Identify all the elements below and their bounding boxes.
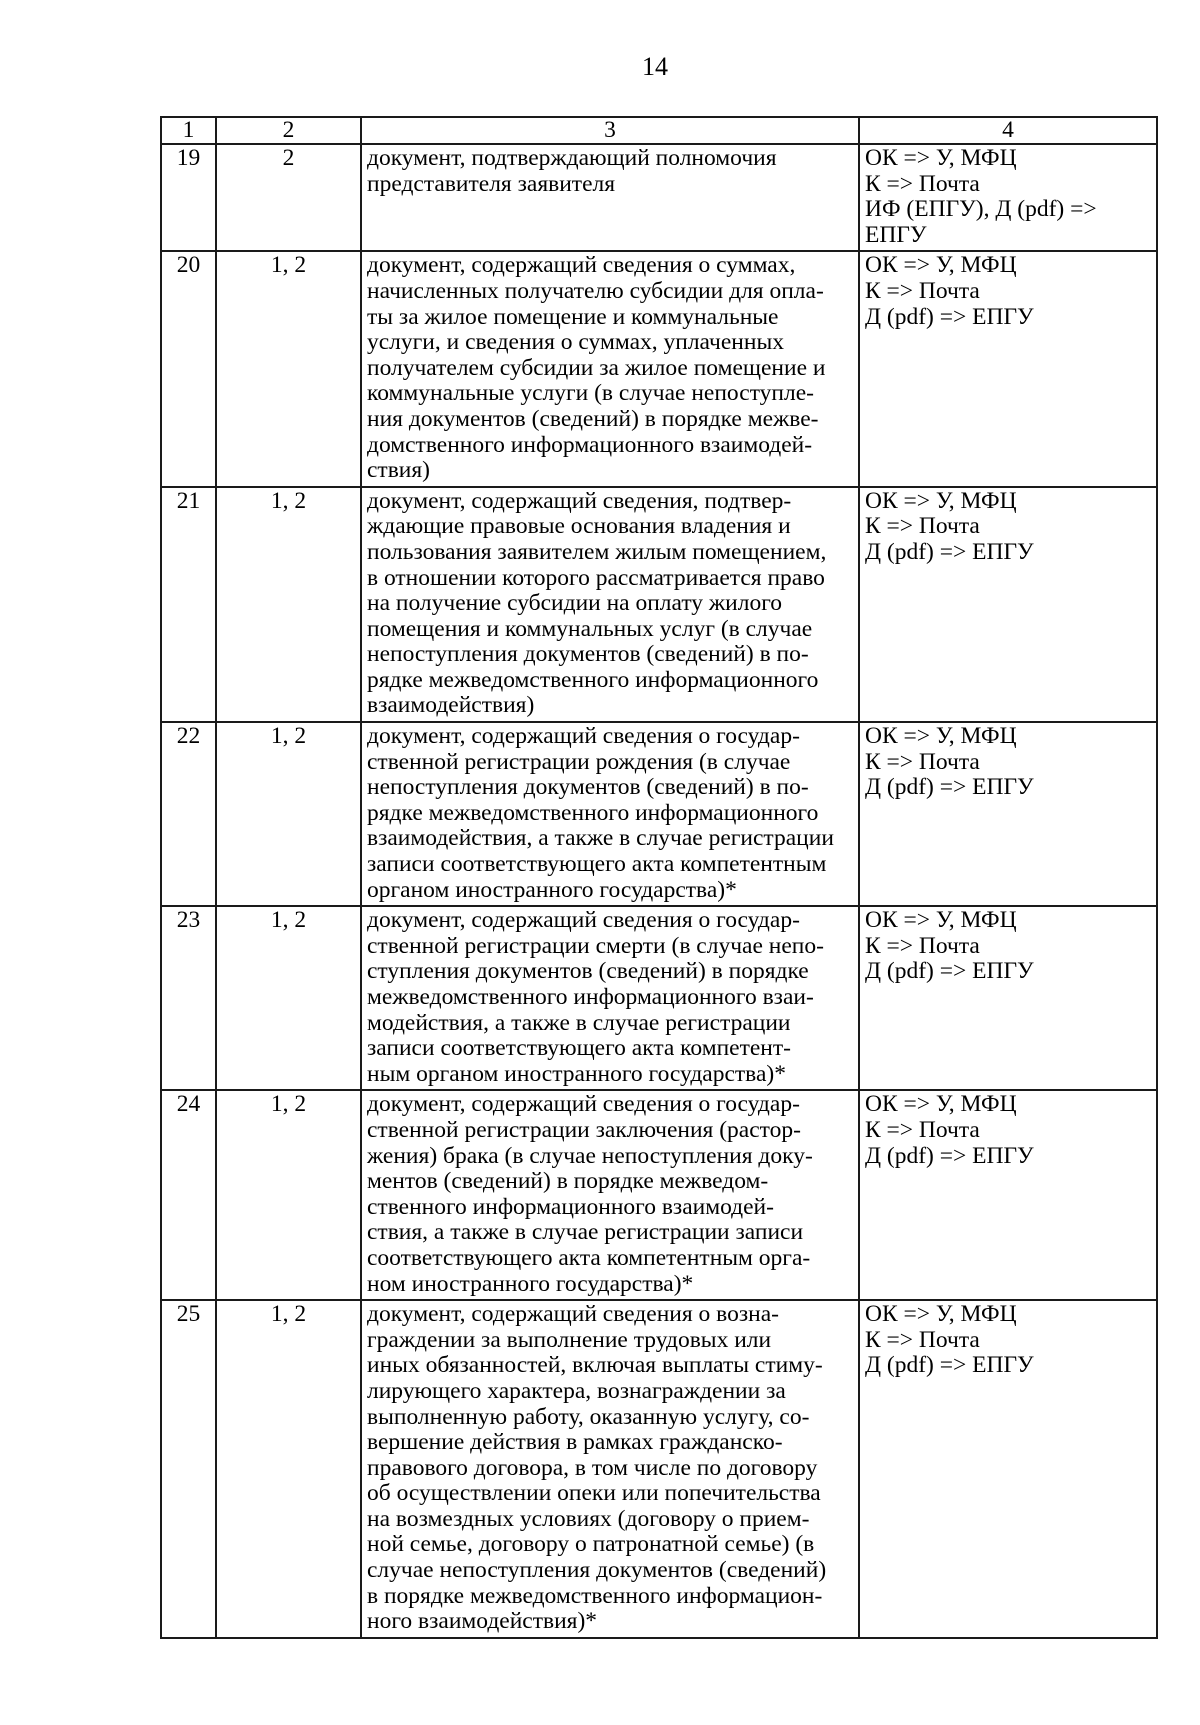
document-description-cell: документ, содержащий сведения о государ- ственной регистрации заключения (растор- жения) брака (в случае непоступления доку- ментов (сведений) в порядке межведом- ственного информационного взаимодей- ствия, а также в случае регистрации записи соответствующего акта компетентным орга- ном иностранного государства)* <box>361 1090 859 1300</box>
header-cell-2: 2 <box>216 117 361 144</box>
applicant-category-cell: 1, 2 <box>216 1300 361 1638</box>
applicant-category-cell: 1, 2 <box>216 906 361 1090</box>
table-row <box>161 906 1157 1090</box>
row-number-cell: 20 <box>161 251 216 486</box>
applicant-category-cell: 1, 2 <box>216 487 361 722</box>
table-row <box>161 722 1157 906</box>
row-number-cell: 21 <box>161 487 216 722</box>
submission-method-line: Д (pdf) => ЕПГУ <box>865 303 1034 330</box>
table-header-row <box>161 117 1157 144</box>
submission-method-cell <box>859 487 1157 722</box>
header-cell-4: 4 <box>859 117 1157 144</box>
document-description-cell: документ, содержащий сведения о суммах, начисленных получателю субсидии для опла- ты за жилое помещение и коммунальные услуги, и сведения о суммах, уплаченных получателем субсидии за жилое помещение и коммунальные услуги (в случае непоступле- ния документов (сведений) в порядке межве- домственного информационного взаимодей- ствия) <box>361 251 859 486</box>
submission-method-line: ОК => У, МФЦ <box>865 252 1017 279</box>
table-row <box>161 487 1157 722</box>
submission-method-cell <box>859 1090 1157 1300</box>
submission-method-line: К => Почта <box>865 748 980 775</box>
submission-method-line: ОК => У, МФЦ <box>865 1091 1017 1118</box>
applicant-category-cell: 1, 2 <box>216 722 361 906</box>
table-row <box>161 251 1157 486</box>
row-number-cell: 24 <box>161 1090 216 1300</box>
submission-method-line: Д (pdf) => ЕПГУ <box>865 774 1034 801</box>
submission-method-line: К => Почта <box>865 513 980 540</box>
document-description-cell: документ, подтверждающий полномочия представителя заявителя <box>361 144 859 251</box>
submission-method-line: ОК => У, МФЦ <box>865 907 1017 934</box>
document-description-cell: документ, содержащий сведения о государ- ственной регистрации рождения (в случае непоступления документов (сведений) в по- рядке межведомственного информационного взаимодействия, а также в случае регистрации записи соответствующего акта компетентным органом иностранного государства)* <box>361 722 859 906</box>
submission-method-cell <box>859 144 1157 251</box>
submission-method-line: Д (pdf) => ЕПГУ <box>865 958 1034 985</box>
submission-method-line: К => Почта <box>865 932 980 959</box>
page-number: 14 <box>642 52 668 81</box>
table-row <box>161 144 1157 251</box>
submission-method-line: ОК => У, МФЦ <box>865 723 1017 750</box>
document-description-cell: документ, содержащий сведения о возна- граждении за выполнение трудовых или иных обязанностей, включая выплаты стиму- лирующего характера, вознаграждении за выполненную работу, оказанную услугу, со- вершение действия в рамках гражданско- правового договора, в том числе по договору об осуществлении опеки или попечительства на возмездных условиях (договору о прием- ной семье, договору о патронатной семье) (в случае непоступления документов (сведений) в порядке межведомственного информацион- ного взаимодействия)* <box>361 1300 859 1638</box>
applicant-category-cell: 1, 2 <box>216 251 361 486</box>
submission-method-line: К => Почта <box>865 1326 980 1353</box>
submission-method-line: К => Почта <box>865 277 980 304</box>
row-number-cell: 22 <box>161 722 216 906</box>
row-number-cell: 25 <box>161 1300 216 1638</box>
header-cell-1: 1 <box>161 117 216 144</box>
submission-method-line: ОК => У, МФЦ <box>865 145 1017 171</box>
row-number-cell: 19 <box>161 144 216 251</box>
applicant-category-cell: 2 <box>216 144 361 251</box>
submission-method-cell <box>859 1300 1157 1638</box>
document-description-cell: документ, содержащий сведения, подтвер- ждающие правовые основания владения и пользования заявителем жилым помещением, в отношении которого рассматривается право на получение субсидии на оплату жилого помещения и коммунальных услуг (в случае непоступления документов (сведений) в по- рядке межведомственного информационного взаимодействия) <box>361 487 859 722</box>
header-cell-3: 3 <box>361 117 859 144</box>
submission-method-line: К => Почта <box>865 170 980 197</box>
submission-method-cell <box>859 251 1157 486</box>
submission-method-line: Д (pdf) => ЕПГУ <box>865 1352 1034 1379</box>
row-number-cell: 23 <box>161 906 216 1090</box>
submission-method-line: ЕПГУ <box>865 221 927 248</box>
submission-method-cell <box>859 906 1157 1090</box>
submission-method-line: ОК => У, МФЦ <box>865 1301 1017 1328</box>
submission-method-cell <box>859 722 1157 906</box>
submission-method-line: ИФ (ЕПГУ), Д (pdf) => <box>865 196 1097 223</box>
document-description-cell: документ, содержащий сведения о государ- ственной регистрации смерти (в случае непо- ступления документов (сведений) в порядке межведомственного информационного взаи- модействия, а также в случае регистрации записи соответствующего акта компетент- ным органом иностранного государства)* <box>361 906 859 1090</box>
submission-method-line: ОК => У, МФЦ <box>865 487 1017 514</box>
documents-table <box>160 116 1158 1639</box>
table-row <box>161 1090 1157 1300</box>
table-body <box>161 117 1157 1638</box>
submission-method-line: К => Почта <box>865 1116 980 1143</box>
table-row <box>161 1300 1157 1638</box>
applicant-category-cell: 1, 2 <box>216 1090 361 1300</box>
submission-method-line: Д (pdf) => ЕПГУ <box>865 538 1034 565</box>
submission-method-line: Д (pdf) => ЕПГУ <box>865 1142 1034 1169</box>
